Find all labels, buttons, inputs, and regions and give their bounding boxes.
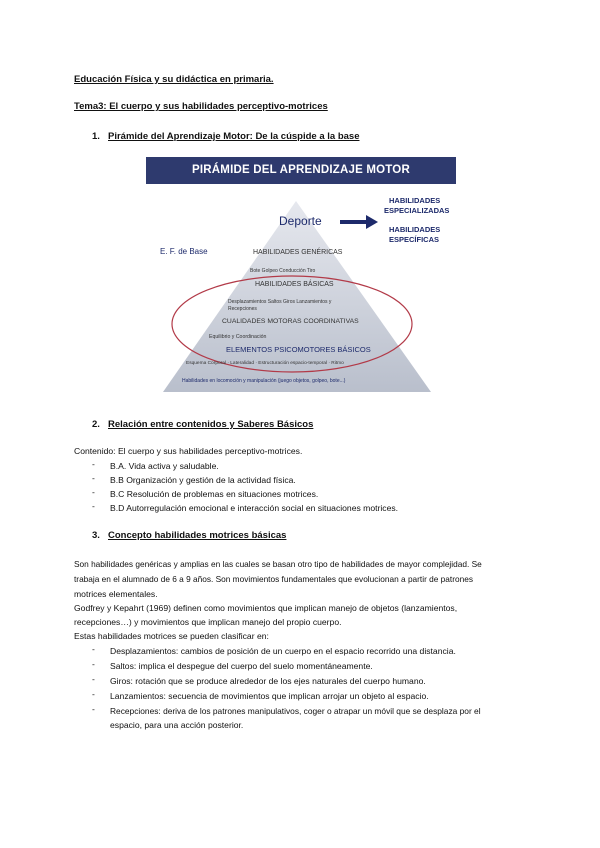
bullet-dash: - [92,659,95,669]
specialized-label-1: HABILIDADES [389,196,441,205]
bullet-dash: - [92,674,95,684]
list-item: B.B Organización y gestión de la actividad física. [110,475,296,485]
section-1-title: Pirámide del Aprendizaje Motor: De la cúspide a la base [108,131,360,142]
section-1-number: 1. [92,131,100,142]
list-item: B.C Resolución de problemas en situaciones motrices. [110,489,319,499]
psychomotor-label: ELEMENTOS PSICOMOTORES BÁSICOS [226,345,371,354]
list-item: Giros: rotación que se produce alrededor de los ejes naturales del cuerpo humano. [110,676,426,686]
paragraph-line: recepciones…) y movimientos que implican manejo del propio cuerpo. [74,617,342,627]
pyramid-apex: Deporte [279,214,322,228]
paragraph-line: motrices elementales. [74,589,158,599]
list-item: Saltos: implica el despegue del cuerpo del suelo momentáneamente. [110,661,373,671]
pyramid-header: PIRÁMIDE DEL APRENDIZAJE MOTOR [146,157,456,184]
basic-skills-items-2: Recepciones [228,306,257,312]
generic-skills-items: Bote Golpeo Conducción Tiro [250,268,316,274]
base-items: Habilidades en locomoción y manipulación (juego objetos, golpeo, bote...) [182,378,346,384]
document-title: Educación Física y su didáctica en primaria. [74,74,274,85]
coordinative-items: Equilibrio y Coordinación [209,334,267,340]
bullet-dash: - [92,459,95,469]
psychomotor-items: Esquema Corporal · Lateralidad · Estructuración espacio-temporal · Ritmo [186,361,344,366]
paragraph-line: Son habilidades genéricas y amplias en las cuales se basan otro tipo de habilidades de mayor complejidad. Se [74,559,482,569]
specific-label-1: HABILIDADES [389,225,441,234]
paragraph-line: Estas habilidades motrices se pueden clasificar en: [74,631,269,641]
bullet-dash: - [92,473,95,483]
content-intro: Contenido: El cuerpo y sus habilidades perceptivo-motrices. [74,446,303,456]
bullet-dash: - [92,704,95,714]
paragraph-line: Godfrey y Kepahrt (1969) definen como movimientos que implican manejo de objetos (lanzamientos, [74,603,458,613]
specialized-label-2: ESPECIALIZADAS [384,206,450,215]
list-item: Recepciones: deriva de los patrones manipulativos, coger o atrapar un móvil que se desplaza por el [110,706,481,716]
list-item-continuation: espacio, para una acción posterior. [110,720,244,730]
section-2-number: 2. [92,419,100,430]
ef-base-label: E. F. de Base [160,247,208,256]
bullet-dash: - [92,501,95,511]
section-3-title: Concepto habilidades motrices básicas [108,530,287,541]
generic-skills-label: HABILIDADES GENÉRICAS [253,249,343,256]
topic-title: Tema3: El cuerpo y sus habilidades perceptivo-motrices [74,101,328,112]
bullet-dash: - [92,644,95,654]
section-3-number: 3. [92,530,100,541]
bullet-dash: - [92,487,95,497]
list-item: Lanzamientos: secuencia de movimientos que implican arrojar un objeto al espacio. [110,691,429,701]
arrow-right-icon [366,215,378,229]
specific-label-2: ESPECÍFICAS [389,235,440,244]
list-item: Desplazamientos: cambios de posición de un cuerpo en el espacio recorrido una distancia. [110,646,456,656]
basic-skills-items-1: Desplazamientos Saltos Giros Lanzamientos y [228,299,332,305]
paragraph-line: trabaja en el alumnado de 6 a 9 años. Son movimientos fundamentales que evolucionan a partir de patrones [74,574,473,584]
coordinative-label: CUALIDADES MOTORAS COORDINATIVAS [222,318,359,325]
list-item: B.A. Vida activa y saludable. [110,461,219,471]
bullet-dash: - [92,689,95,699]
basic-skills-label: HABILIDADES BÁSICAS [255,281,334,288]
section-2-title: Relación entre contenidos y Saberes Básicos [108,419,314,430]
pyramid-figure [146,157,456,397]
list-item: B.D Autorregulación emocional e interacción social en situaciones motrices. [110,503,399,513]
